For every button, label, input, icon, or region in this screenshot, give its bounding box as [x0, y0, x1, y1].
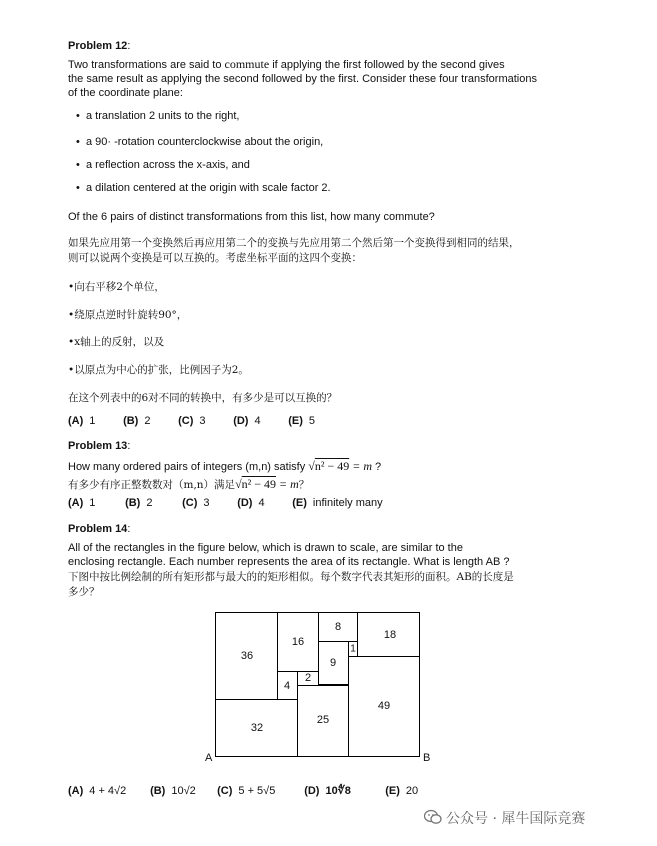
problem-12-cn-question: 在这个列表中的6对不同的转换中，有多少是可以互换的？	[68, 392, 338, 404]
bullet-item: • a translation 2 units to the right,	[86, 110, 239, 122]
problem-12-question: Of the 6 pairs of distinct transformations from this list, how many commute?	[68, 211, 435, 223]
problem-12-text: Two transformations are said to commute if applying the first followed by the second gives the same result as applying the second followed by the first. Consider these four transformations of the coordinate plane:	[68, 57, 537, 99]
area-label: 2	[304, 672, 312, 684]
area-label: 16	[291, 636, 305, 648]
wechat-icon	[424, 809, 442, 828]
cn-bullet-item: •向右平移2个单位，	[68, 281, 165, 293]
cn-bullet-item: •x轴上的反射，以及	[68, 336, 165, 348]
cn-bullet-item: •绕原点逆时针旋转90°，	[68, 309, 188, 321]
problem-14-heading: Problem 14:	[68, 523, 131, 535]
cn-bullet-item: •以原点为中心的扩张，比例因子为2。	[68, 364, 249, 376]
problem-13-choices: (A) 1 (B) 2 (C) 3 (D) 4 (E) infinitely many	[68, 497, 383, 509]
area-label: 32	[250, 722, 264, 734]
bullet-item: • a dilation centered at the origin with scale factor 2.	[86, 182, 331, 194]
problem-14-cn-text: 下图中按比例绘制的所有矩形都与最大的的矩形相似。每个数字代表其矩形的面积。AB的长度是 多少？	[68, 571, 514, 598]
watermark: 公众号 · 犀牛国际竞赛	[424, 808, 585, 828]
formula-radicand: n² − 49	[314, 459, 350, 473]
area-label: 25	[316, 714, 330, 726]
problem-12-heading: Problem 12:	[68, 40, 131, 52]
point-b-label: B	[423, 752, 431, 764]
point-a-label: A	[205, 752, 213, 764]
area-label: 49	[377, 700, 391, 712]
problem-12-choices: (A) 1 (B) 2 (C) 3 (D) 4 (E) 5	[68, 415, 316, 427]
problem-13-heading: Problem 13:	[68, 440, 131, 452]
problem-14-text: All of the rectangles in the figure below, which is drawn to scale, are similar to the enclosing rectangle. Each number represents the area of its rectangle. What is length AB ?	[68, 542, 510, 568]
area-label: 36	[240, 650, 254, 662]
area-label: 8	[334, 621, 342, 633]
problem-12-cn-text: 如果先应用第一个变换然后再应用第二个的变换与先应用第二个然后第一个变换得到相同的结果， 则可以说两个变换是可以互换的。考虑坐标平面的这四个变换：	[68, 237, 520, 264]
problem-13-text: How many ordered pairs of integers (m,n) satisfy √n² − 49 = m ?	[68, 459, 382, 473]
area-label: 1	[350, 643, 356, 655]
problem-14-choices: (A) 4 + 4√2 (B) 10√2 (C) 5 + 5√5 (D) 10∜8 (E) 20	[68, 785, 419, 797]
problem-13-cn-text: 有多少有序正整数数对（m,n）满足√n² − 49 = m？	[68, 477, 310, 491]
area-label: 4	[283, 680, 291, 692]
bullet-item: • a 90· -rotation counterclockwise about the origin,	[86, 136, 323, 148]
area-label: 18	[383, 629, 397, 641]
area-label: 9	[329, 657, 337, 669]
bullet-item: • a reflection across the x-axis, and	[86, 159, 250, 171]
